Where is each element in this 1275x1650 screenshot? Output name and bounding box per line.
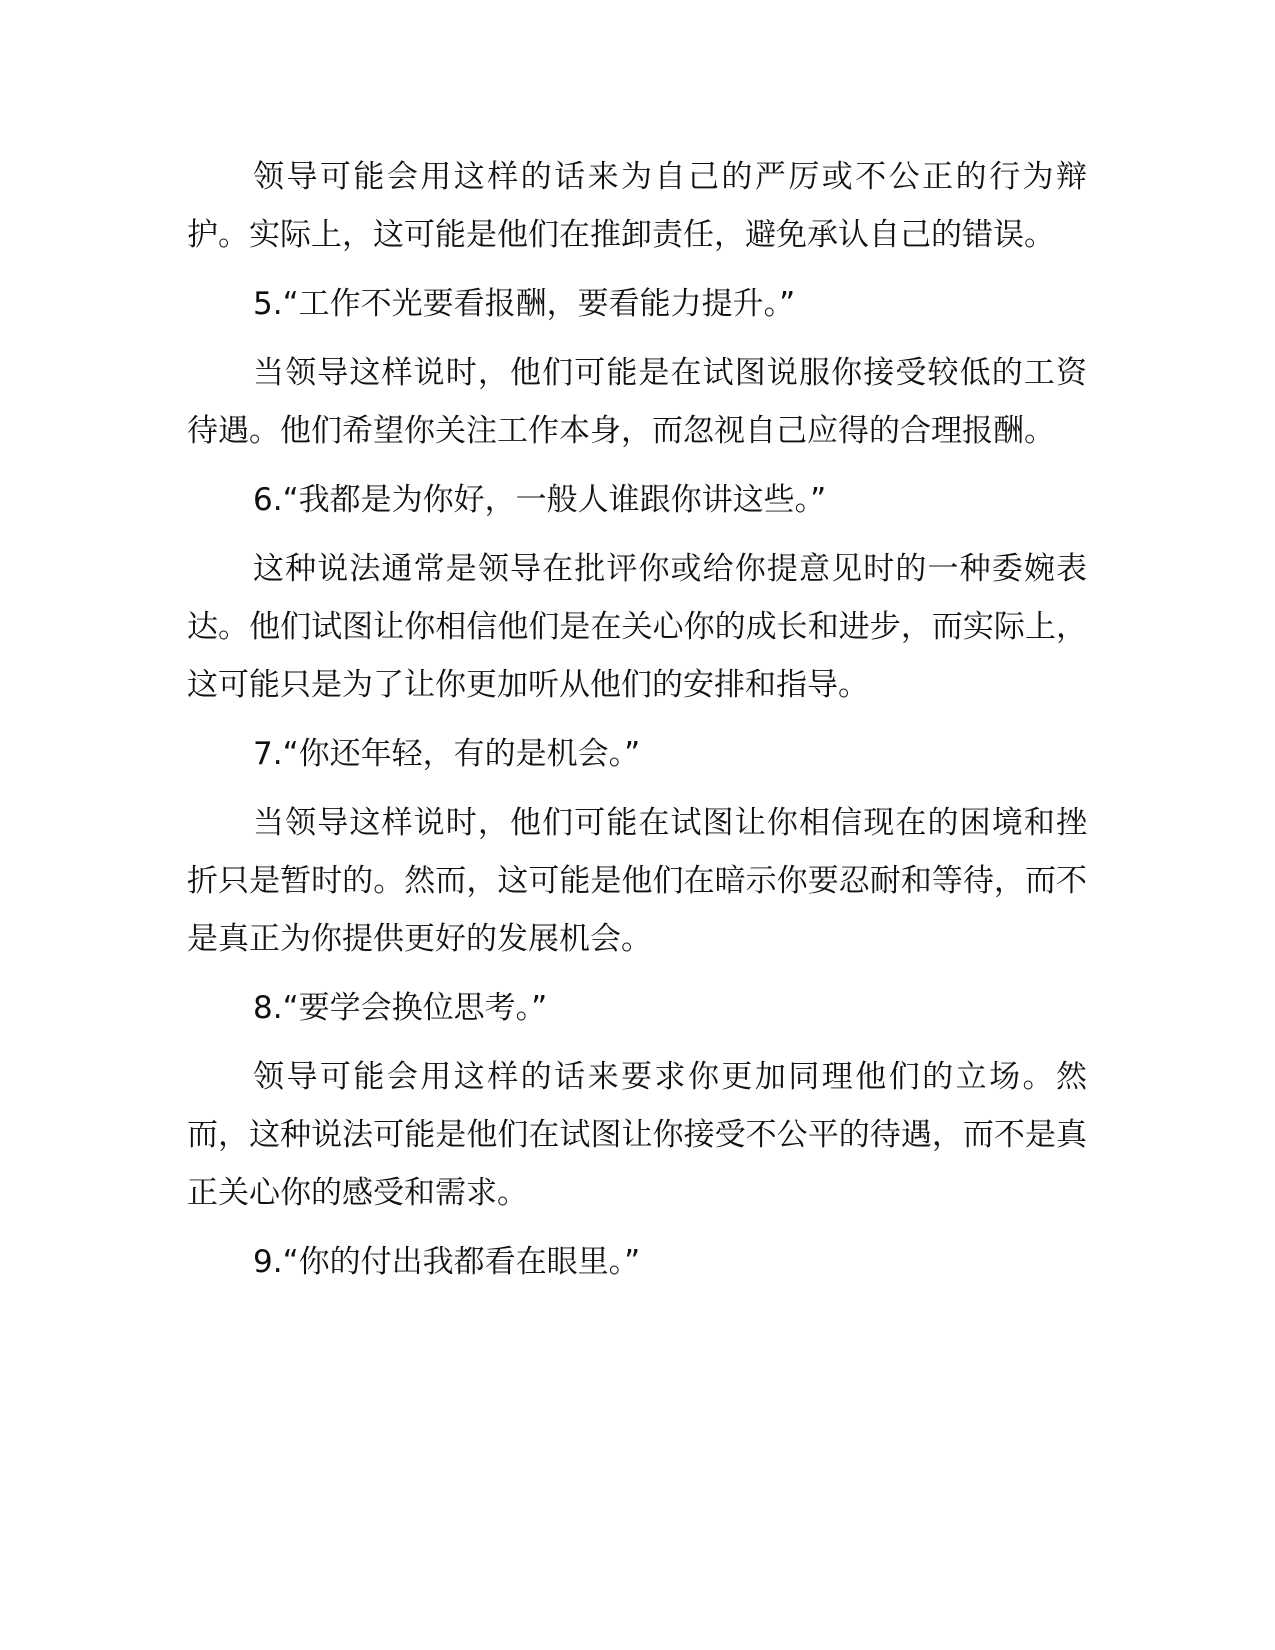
quote-heading: 8.“要学会换位思考。” xyxy=(253,990,548,1026)
document-body xyxy=(187,148,1087,1302)
quote-heading: 6.“我都是为你好，一般人谁跟你讲这些。” xyxy=(253,482,827,518)
quote-heading: 5.“工作不光要看报酬，要看能力提升。” xyxy=(253,286,796,322)
body-paragraph: 这种说法通常是领导在批评你或给你提意见时的一种委婉表达。他们试图让你相信他们是在关心你的成长和进步，而实际上，这可能只是为了让你更加听从他们的安排和指导。 xyxy=(187,551,1087,703)
body-paragraph: 当领导这样说时，他们可能是在试图说服你接受较低的工资待遇。他们希望你关注工作本身，而忽视自己应得的合理报酬。 xyxy=(187,355,1087,449)
body-paragraph: 领导可能会用这样的话来为自己的严厉或不公正的行为辩护。实际上，这可能是他们在推卸责任，避免承认自己的错误。 xyxy=(187,159,1087,253)
quote-heading: 9.“你的付出我都看在眼里。” xyxy=(253,1244,641,1280)
quote-heading: 7.“你还年轻，有的是机会。” xyxy=(253,736,641,772)
body-paragraph: 当领导这样说时，他们可能在试图让你相信现在的困境和挫折只是暂时的。然而，这可能是他们在暗示你要忍耐和等待，而不是真正为你提供更好的发展机会。 xyxy=(187,805,1087,957)
body-paragraph: 领导可能会用这样的话来要求你更加同理他们的立场。然而，这种说法可能是他们在试图让你接受不公平的待遇，而不是真正关心你的感受和需求。 xyxy=(187,1059,1087,1211)
